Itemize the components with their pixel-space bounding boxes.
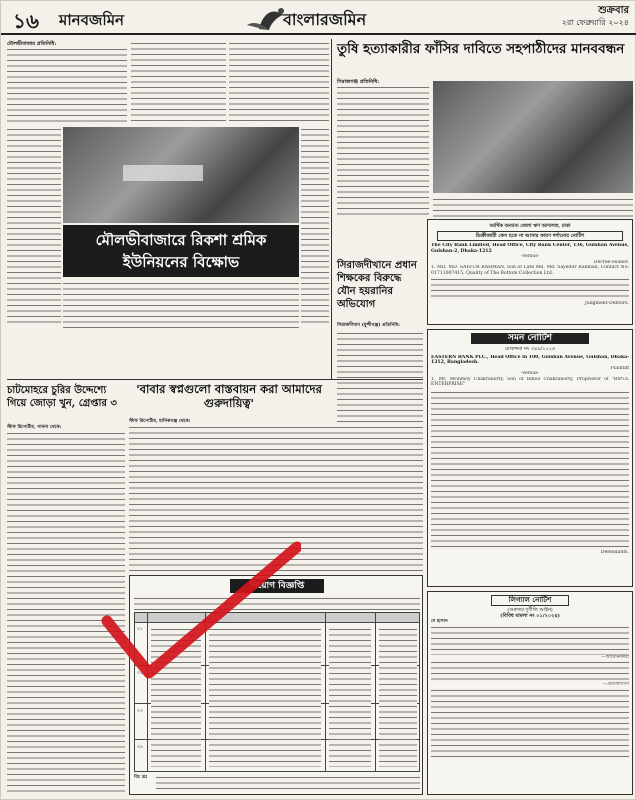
main-story-col3 [229,41,329,125]
col-divider [325,613,326,771]
notice3-body-1 [431,625,629,655]
theft-dateline: স্টাফ রিপোর্টার, পাবনা থেকে: [7,425,62,430]
notice3-applicant: —আবেদনকারী [601,654,629,660]
masthead-date-block [469,5,629,28]
red-checkmark-icon [101,541,301,681]
main-dateline: মৌলভীবাজার প্রতিনিধি: [7,41,57,47]
legal-notice [427,591,633,795]
notice1-debtor: 1. MD. MD. SAYFUR RAHMAN, Son of Late Md. Md. Sayedur Rahman, Contact No: 01711007415, Quality of The Bottom Collection Ltd. [431,265,629,276]
notice2-bank: EASTERN BANK PLC., Head Office in 100, Gulshan Avenue, Gulshan, Dhaka-1212, Bangladesh. [431,354,629,365]
notice2-defendant: 1. Mr. Mrinmoy Chakraborty, Son of Bimol Chakraborty, Proprietor of "BIPUL ENTERPRISE" [431,376,629,387]
col-divider [375,613,376,771]
notice3-body-3 [431,688,629,758]
table-row-number: ০৪ [137,745,143,750]
table-row-number: ০১ [137,627,143,632]
theft-headline: চাটমোহরে চুরির উদ্দেশ্যে গিয়ে জোড়া খুন, গ্রেপ্তার ৩ [7,385,117,409]
table-row-number: ০৩ [137,709,143,714]
table-row-number: ০২ [137,671,143,676]
section-divider [7,379,423,380]
harassment-headline: সিরাজদীখানে প্রধান শিক্ষকের বিরুদ্ধে যৌন হয়রানির অভিযোগ [337,260,417,310]
notice3-section-1: দে হাসান [431,619,448,625]
human-chain-photo [433,81,633,193]
recruitment-footnotes [156,775,420,791]
notice3-respondents: —প্রতিবাদীগণ [602,682,629,688]
notice2-body [431,390,629,550]
main-story-col2 [131,41,226,125]
recruitment-footer: বিঃ দ্রঃ [134,775,148,780]
summons-notice-eastern-bank [427,329,633,587]
notice1-role: Decree-Holder. [593,259,629,265]
notice1-title: আর্থিক অন্যান্য জেলা ঋণ আদালত, ঢাকা [489,223,571,229]
notice1-role2: Judgment-Debtors. [584,301,629,307]
table-count [329,627,371,767]
masthead [1,1,636,35]
notice3-title: লিগ্যাল নোটিশ [491,595,569,606]
recruitment-title: নিয়োগ বিজ্ঞপ্তি [230,579,324,593]
day-label: শুক্রবার [598,5,629,16]
harassment-dateline: সিরাজদীখান (মুন্সীগঞ্জ) প্রতিনিধি: [337,323,400,328]
notice2-title: সমন নোটিশ [471,333,589,344]
notice3-subtitle: (গুরুতর দুর্ণীতি আইন) [507,606,553,613]
main-story-text-top [7,47,127,125]
main-story-bottom [63,281,299,329]
notice1-versus: -Versus- [520,254,540,260]
newspaper-name: মানবজমিন [59,11,124,29]
quote-headline: 'বাবার স্বপ্নগুলো বাস্তবায়ন করা আমাদের গুরুদায়িত্ব' [136,382,322,410]
tushi-story-col1 [337,85,429,215]
notice1-bank: The City Bank Limited, Head Office, City Bank Center, 136, Gulshan Avenue, Gulshan-2, Dhaka-1212 [431,243,629,254]
notice2-role2: Defendants. [600,549,629,555]
date-label: ২রা ফেব্রুয়ারি ২০২৪ [561,17,629,27]
protest-banner [123,165,203,181]
court-notice-city-bank [427,219,633,325]
quote-dateline: স্টাফ রিপোর্টার, মানিকগঞ্জ থেকে: [129,419,191,424]
page-number: ১৬ [13,9,39,33]
notice3-case: (বিবিধ মামলা নং ০১/২০২৪) [500,613,560,619]
table-salary [379,627,417,767]
section-logo-text: বাংলারজমিন [283,10,367,29]
tushi-dateline: সিরাজগঞ্জ প্রতিনিধি: [337,79,380,85]
notice2-role: Plaintiff [610,365,629,371]
notice3-body-2 [431,660,629,682]
notice1-body [431,277,629,301]
notice2-case-number: মোকদ্দমা নং ৩৪৯/২০২৪ [504,346,556,353]
tushi-story-col2 [433,197,633,217]
photo-caption: মৌলভীবাজারে রিকশা শ্রমিক ইউনিয়নের বিক্ষোভ [63,225,299,277]
notice2-versus: -Versus- [520,371,540,376]
tushi-headline: তুষি হত্যাকারীর ফাঁসির দাবিতে সহপাঠীদের মানববন্ধন [337,41,625,57]
main-story-right-col [301,127,329,327]
column-divider [331,39,332,379]
rally-photo [63,127,299,223]
main-story-left-col [7,127,61,327]
notice1-subtitle: ডিক্রীজারী কেস হতে না আসার কারণ দর্শানোর নোটিশ [437,231,623,241]
